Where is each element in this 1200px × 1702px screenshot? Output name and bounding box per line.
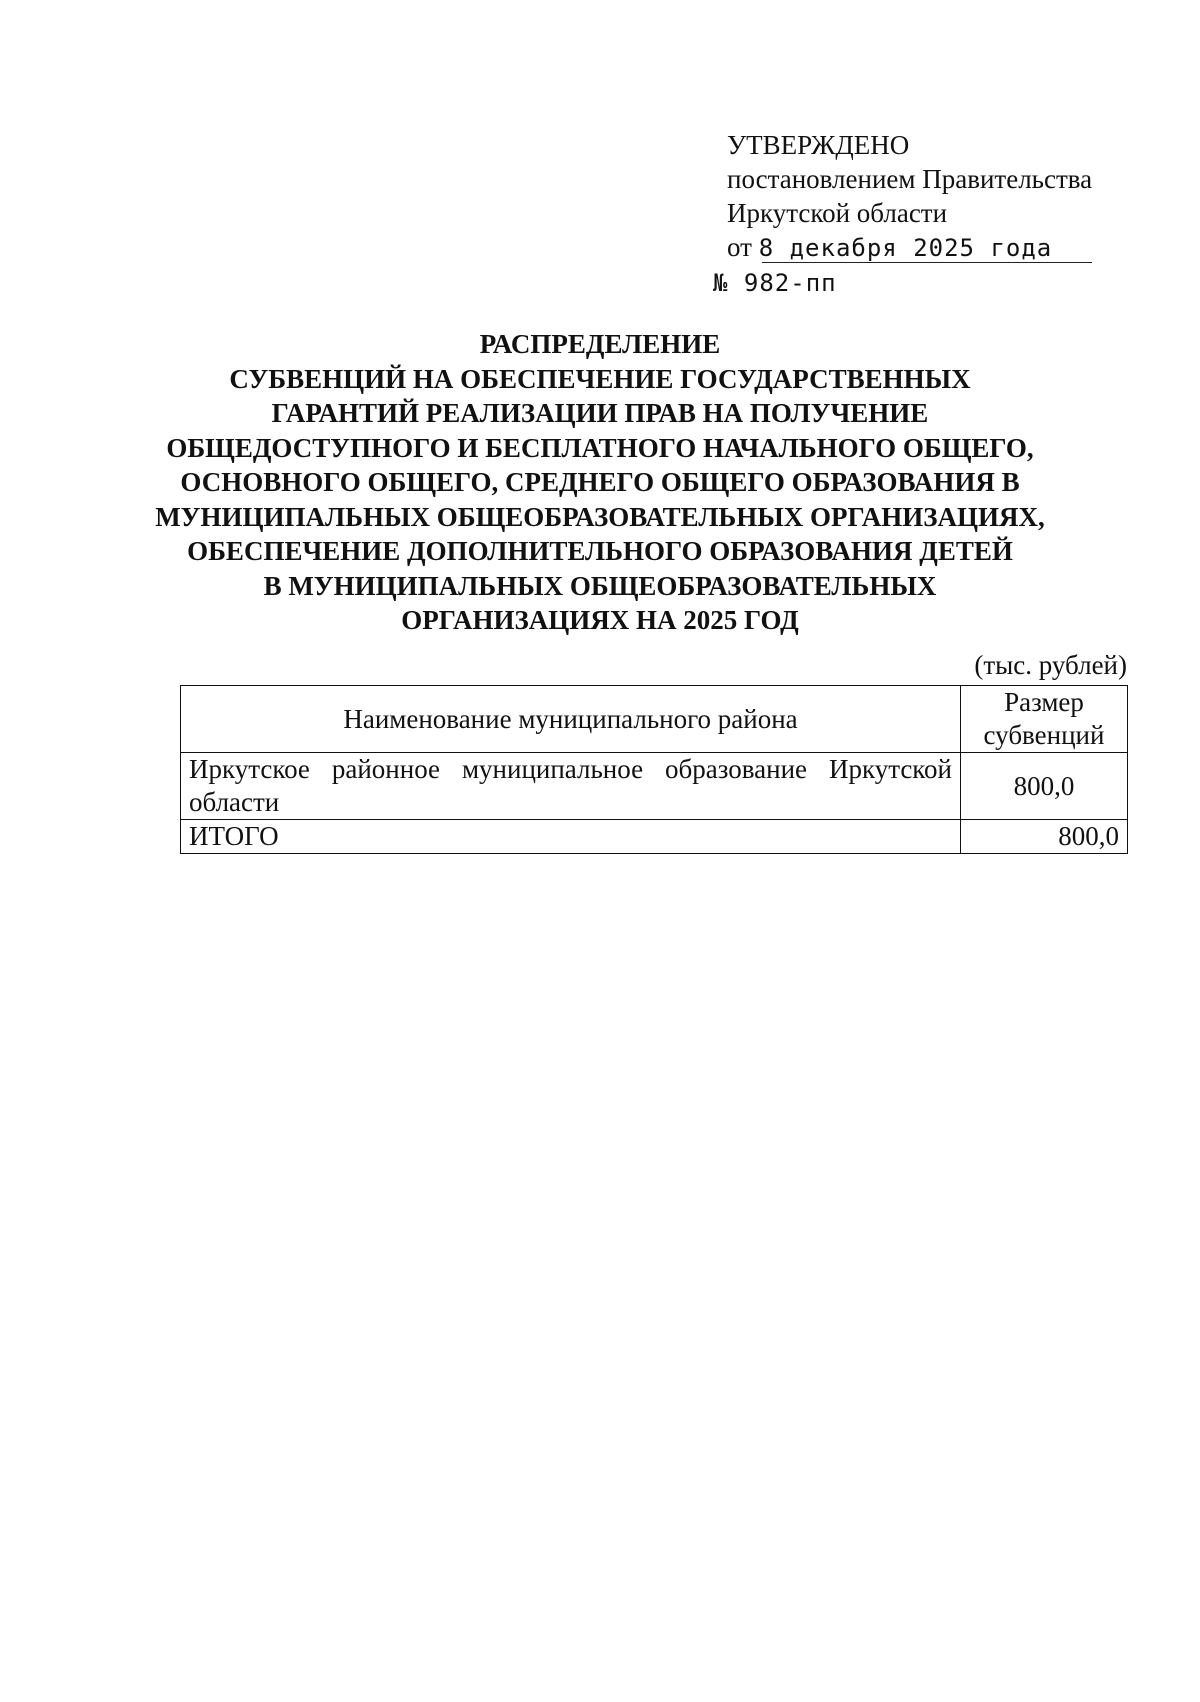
table-row bbox=[181, 753, 1128, 820]
row-amount: 800,0 bbox=[961, 753, 1128, 820]
units-label: (тыс. рублей) bbox=[974, 650, 1127, 680]
subvention-table bbox=[180, 685, 1128, 854]
title-line: СУБВЕНЦИЙ НА ОБЕСПЕЧЕНИЕ ГОСУДАРСТВЕННЫХ bbox=[229, 363, 971, 394]
date-underline bbox=[762, 262, 1092, 263]
approval-number: № 982-пп bbox=[713, 269, 837, 297]
title-line: МУНИЦИПАЛЬНЫХ ОБЩЕОБРАЗОВАТЕЛЬНЫХ ОРГАНИЗАЦИЯХ, bbox=[155, 501, 1045, 532]
approval-heading: УТВЕРЖДЕНО bbox=[727, 130, 910, 160]
title-line: ОРГАНИЗАЦИЯХ НА 2025 ГОД bbox=[401, 605, 799, 635]
approval-line-1: постановлением Правительства bbox=[727, 164, 1093, 194]
row-name: Иркутское районное муниципальное образование Иркутской области bbox=[181, 753, 961, 820]
title-line: РАСПРЕДЕЛЕНИЕ bbox=[479, 329, 721, 359]
header-amount bbox=[961, 686, 1128, 753]
approval-stamp bbox=[713, 128, 1127, 297]
total-amount: 800,0 bbox=[961, 820, 1128, 854]
title-line: ОБЩЕДОСТУПНОГО И БЕСПЛАТНОГО НАЧАЛЬНОГО ОБЩЕГО, bbox=[166, 432, 1034, 463]
title-line: ОСНОВНОГО ОБЩЕГО, СРЕДНЕГО ОБЩЕГО ОБРАЗОВАНИЯ В bbox=[180, 467, 1020, 497]
header-name: Наименование муниципального района bbox=[181, 686, 961, 753]
header-amount-line-1: Размер bbox=[1004, 687, 1084, 717]
approval-line-2: Иркутской области bbox=[727, 198, 948, 228]
approval-date-line bbox=[727, 230, 1127, 265]
table-total-row bbox=[181, 820, 1128, 854]
table-header-row bbox=[181, 686, 1128, 753]
approval-date: 8 декабря 2025 года bbox=[758, 234, 1053, 262]
title-line: ОБЕСПЕЧЕНИЕ ДОПОЛНИТЕЛЬНОГО ОБРАЗОВАНИЯ ДЕТЕЙ bbox=[187, 536, 1013, 566]
document-title bbox=[120, 327, 1080, 638]
title-line: ГАРАНТИЙ РЕАЛИЗАЦИИ ПРАВ НА ПОЛУЧЕНИЕ bbox=[271, 398, 929, 428]
header-amount-line-2: субвенций bbox=[983, 720, 1105, 750]
approval-date-prefix: от bbox=[727, 232, 752, 262]
title-line: В МУНИЦИПАЛЬНЫХ ОБЩЕОБРАЗОВАТЕЛЬНЫХ bbox=[263, 570, 937, 601]
total-label: ИТОГО bbox=[181, 820, 961, 854]
